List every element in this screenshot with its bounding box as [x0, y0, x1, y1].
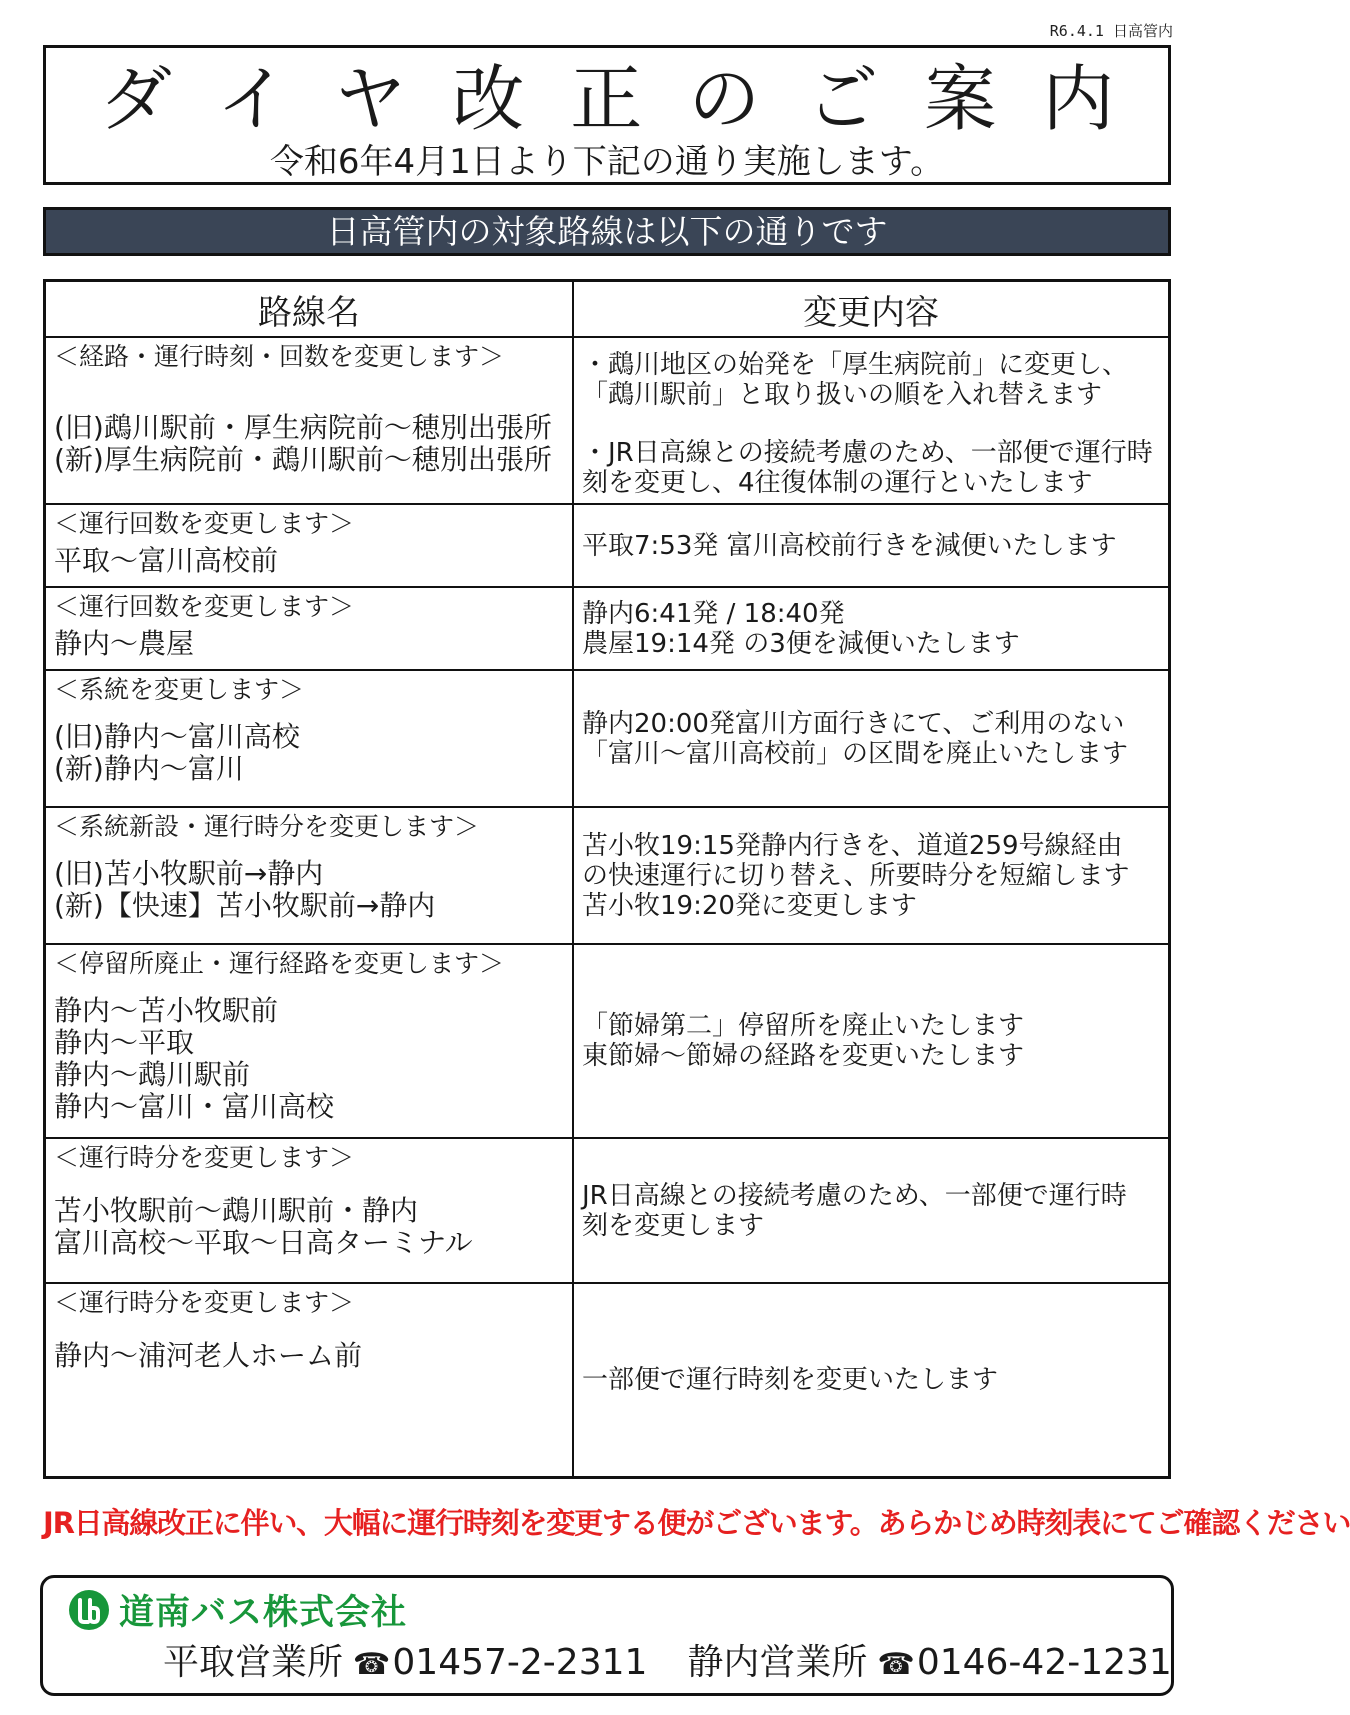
route-name: 静内～浦河老人ホーム前	[54, 1339, 363, 1372]
change-description	[582, 671, 1162, 806]
table-row	[46, 338, 1168, 505]
route-names	[54, 545, 278, 577]
change-text: の快速運行に切り替え、所要時分を短縮します	[582, 860, 1130, 891]
change-description	[582, 1139, 1162, 1282]
route-name: 静内～鵡川駅前	[54, 1058, 251, 1091]
row-category: ＜停留所廃止・運行経路を変更します＞	[54, 949, 505, 978]
table-row	[46, 505, 1168, 588]
header-cell-change	[574, 282, 1168, 336]
route-change-table	[43, 279, 1171, 1479]
header-change-label: 変更内容	[803, 292, 939, 333]
route-name: 静内～富川・富川高校	[54, 1090, 335, 1123]
change-description	[582, 505, 1162, 586]
route-cell	[46, 808, 574, 943]
row-category: ＜運行回数を変更します＞	[54, 509, 355, 538]
route-name: 苫小牧駅前～鵡川駅前・静内	[54, 1194, 419, 1227]
table-row	[46, 1284, 1168, 1476]
route-name: (旧)鵡川駅前・厚生病院前～穂別出張所	[54, 411, 552, 444]
route-name: (新)静内～富川	[54, 752, 244, 785]
header-cell-route	[46, 282, 574, 336]
route-cell	[46, 1284, 574, 1476]
table-row	[46, 671, 1168, 808]
change-description	[582, 338, 1162, 503]
route-names	[54, 1340, 362, 1372]
change-text: 平取7:53発 富川高校前行きを減便いたします	[582, 530, 1117, 561]
change-cell	[574, 1284, 1168, 1476]
document-reference: R6.4.1 日高管内	[1049, 22, 1173, 40]
row-category: ＜経路・運行時刻・回数を変更します＞	[54, 342, 505, 371]
route-cell	[46, 1139, 574, 1282]
header-route-label: 路線名	[258, 292, 360, 333]
bus-logo-icon	[67, 1588, 111, 1632]
change-text: 苫小牧19:15発静内行きを、道道259号線経由	[582, 830, 1123, 861]
office-list	[163, 1640, 1172, 1688]
section-banner: 日高管内の対象路線は以下の通りです	[43, 207, 1171, 256]
page-subtitle: 令和6年4月1日より下記の通り実施します。	[269, 142, 945, 182]
table-row	[46, 1139, 1168, 1284]
route-cell	[46, 338, 574, 503]
company-logo	[67, 1588, 407, 1632]
company-name: 道南バス株式会社	[119, 1593, 408, 1633]
telephone-icon: ☎	[877, 1647, 915, 1682]
company-footer	[40, 1575, 1174, 1696]
change-text: 刻を変更します	[582, 1210, 765, 1241]
route-name: (旧)苫小牧駅前→静内	[54, 857, 324, 890]
route-name: 富川高校～平取～日高ターミナル	[54, 1226, 473, 1259]
change-description	[582, 945, 1162, 1137]
change-cell	[574, 1139, 1168, 1282]
change-text: ・鵡川地区の始発を「厚生病院前」に変更し、「鵡川駅前」と取り扱いの順を入れ替えます	[582, 350, 1129, 410]
change-text: 静内6:41発 / 18:40発	[582, 598, 845, 629]
route-name: 静内～平取	[54, 1026, 195, 1059]
route-names	[54, 1195, 473, 1259]
office-phone: 01457-2-2311	[392, 1642, 648, 1683]
row-category: ＜運行時分を変更します＞	[54, 1143, 355, 1172]
row-category: ＜運行回数を変更します＞	[54, 592, 355, 621]
office-name: 平取営業所	[163, 1642, 344, 1683]
change-description	[582, 808, 1162, 943]
change-cell	[574, 505, 1168, 586]
change-cell	[574, 808, 1168, 943]
change-cell	[574, 588, 1168, 669]
change-text: 「節婦第二」停留所を廃止いたします	[582, 1011, 1025, 1041]
route-name: 静内～苫小牧駅前	[54, 994, 279, 1027]
change-text: ・JR日高線との接続考慮のため、一部便で運行時刻を変更し、4往復体制の運行といたします	[582, 438, 1153, 498]
row-category: ＜系統を変更します＞	[54, 675, 305, 704]
change-description	[582, 1284, 1162, 1476]
page-title: ダイヤ改正のご案内	[99, 57, 1161, 141]
route-cell	[46, 945, 574, 1137]
route-names	[54, 721, 300, 785]
telephone-icon: ☎	[353, 1647, 391, 1682]
route-name: (新)厚生病院前・鵡川駅前～穂別出張所	[54, 443, 552, 476]
row-category: ＜運行時分を変更します＞	[54, 1288, 355, 1317]
change-text: JR日高線との接続考慮のため、一部便で運行時	[582, 1180, 1127, 1211]
change-text: 静内20:00発富川方面行きにて、ご利用のない	[582, 708, 1125, 739]
route-names	[54, 628, 194, 660]
route-cell	[46, 505, 574, 586]
table-header-row	[46, 282, 1168, 338]
route-cell	[46, 588, 574, 669]
change-description	[582, 588, 1162, 669]
table-row	[46, 588, 1168, 671]
office-name: 静内営業所	[687, 1642, 868, 1683]
office-phone: 0146-42-1231	[916, 1642, 1172, 1683]
route-names	[54, 412, 552, 476]
route-name: 静内～農屋	[54, 627, 195, 660]
change-text: 東節婦～節婦の経路を変更いたします	[582, 1041, 1025, 1071]
route-names	[54, 995, 334, 1123]
route-name: 平取～富川高校前	[54, 544, 279, 577]
route-cell	[46, 671, 574, 806]
change-cell	[574, 945, 1168, 1137]
important-notice: JR日高線改正に伴い、大幅に運行時刻を変更する便がございます。あらかじめ時刻表にてご確認ください	[43, 1506, 1350, 1540]
route-name: (新)【快速】苫小牧駅前→静内	[54, 889, 436, 922]
title-box	[43, 45, 1171, 185]
change-cell	[574, 338, 1168, 503]
change-text: 農屋19:14発 の3便を減便いたします	[582, 628, 1020, 659]
change-text: 「富川～富川高校前」の区間を廃止いたします	[582, 738, 1129, 769]
change-cell	[574, 671, 1168, 806]
change-text: 苫小牧19:20発に変更します	[582, 890, 917, 921]
change-text: 一部便で運行時刻を変更いたします	[582, 1365, 999, 1395]
route-name: (旧)静内～富川高校	[54, 720, 300, 753]
table-row	[46, 945, 1168, 1139]
row-category: ＜系統新設・運行時分を変更します＞	[54, 812, 480, 841]
route-names	[54, 858, 435, 922]
table-row	[46, 808, 1168, 945]
